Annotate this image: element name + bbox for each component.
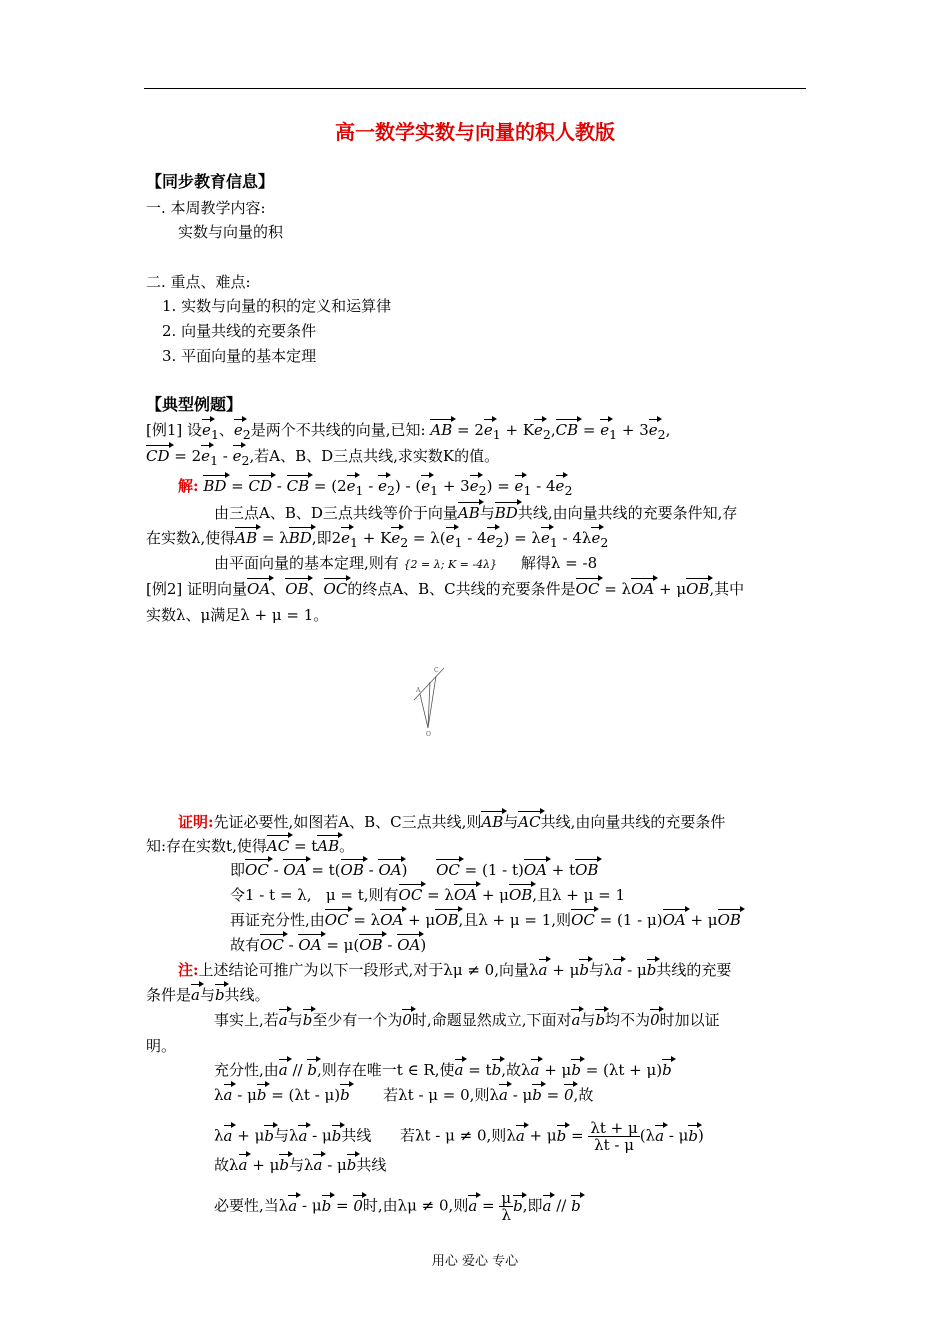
necessity-line1: 必要性,当λa - μb = 0时,由λμ ≠ 0,则a = $\frac{\mu}{\lambda}$ b,即a // b xyxy=(214,1189,581,1224)
svg-text:C: C xyxy=(434,667,439,674)
fact-line2: 明。 xyxy=(146,1037,177,1055)
proof-line6: 故有OC - OA = μ(OB - OA) xyxy=(230,936,427,954)
section-heading-sync: 【同步教育信息】 xyxy=(146,172,275,191)
sufficiency-line1: 充分性,由a // b,则存在唯一t ∈ R,使a = tb,故λa + μb = (λt + μ)b xyxy=(214,1061,672,1079)
example1-line1: [例1] 设$e_1$、$e_2$是两个不共线的向量,已知: AB = $2e_1 + Ke_2,CB = e_1 + 3e_2$, xyxy=(146,421,671,442)
svg-text:A: A xyxy=(416,687,421,694)
collinear-points-figure xyxy=(408,662,448,738)
point-1: 1. 实数与向量的积的定义和运算律 xyxy=(162,297,392,315)
page-title: 高一数学实数与向量的积人教版 xyxy=(335,120,615,144)
example2-line1: [例2] 证明向量OA、OB、OC的终点A、B、C共线的充要条件是OC = λOA + μOB,其中 xyxy=(146,580,745,598)
note-line1: 注:上述结论可推广为以下一段形式,对于λμ ≠ 0,向量λa + μb与λa - μb共线的充要 xyxy=(178,961,732,979)
point-2: 2. 向量共线的充要条件 xyxy=(162,322,317,340)
solution1-line1: 解: BD = CD - CB = $(2e_1 - e_2) - (e_1 + 3e_2) = e_1 - 4e_2$ xyxy=(178,477,573,498)
example2-line2: 实数λ、μ满足λ + μ = 1。 xyxy=(146,606,329,624)
point-3: 3. 平面向量的基本定理 xyxy=(162,347,317,365)
section-heading-examples: 【典型例题】 xyxy=(146,395,243,414)
proof-line2: 知:存在实数t,使得AC = tAB。 xyxy=(146,837,355,855)
item1-content: 实数与向量的积 xyxy=(178,223,284,241)
sufficiency-line2: λa - μb = (λt - μ)b 若λt - μ = 0,则λa - μb = 0,故 xyxy=(214,1086,594,1104)
solution1-line3: 在实数λ,使得AB = λBD,即$2e_1 + Ke_2 = \lambda(e_1 - 4e_2) = \lambda e_1 - 4\lambda e_2$ xyxy=(146,529,609,550)
solution1-line2: 由三点A、B、D三点共线等价于向量AB与BD共线,由向量共线的充要条件知,存 xyxy=(214,504,738,522)
item1-label: 一. 本周教学内容: xyxy=(146,199,266,217)
item2-label: 二. 重点、难点: xyxy=(146,273,251,291)
sufficiency-line3: λa + μb与λa - μb共线 若λt - μ ≠ 0,则λa + μb = $\frac{\lambda t + \mu}{\lambda t - \mu}$ (λa - μb) xyxy=(214,1119,704,1154)
svg-text:O: O xyxy=(426,731,431,738)
proof-line4: 令1 - t = λ, μ = t,则有OC = λOA + μOB,且λ + μ = 1 xyxy=(230,886,626,904)
proof-line5: 再证充分性,由OC = λOA + μOB,且λ + μ = 1,则OC = (1 - μ)OA + μOB xyxy=(230,911,741,929)
proof-line1: 证明:先证必要性,如图若A、B、C三点共线,则AB与AC共线,由向量共线的充要条件 xyxy=(178,813,726,831)
proof-line3: 即OC - OA = t(OB - OA) OC = (1 - t)OA + tOB xyxy=(230,861,599,879)
sufficiency-line4: 故λa + μb与λa - μb共线 xyxy=(214,1156,387,1174)
solution1-line4: 由平面向量的基本定理,则有 {2 = λ; K = -4λ} 解得λ = -8 xyxy=(214,554,598,572)
note-line2: 条件是a与b共线。 xyxy=(146,986,270,1004)
header-rule xyxy=(144,88,806,89)
example1-line2: CD = $2e_1 - e_2$,若A、B、D三点共线,求实数K的值。 xyxy=(146,447,500,468)
page-footer: 用心 爱心 专心 xyxy=(431,1254,519,1269)
fact-line1: 事实上,若a与b至少有一个为0时,命题显然成立,下面对a与b均不为0时加以证 xyxy=(214,1011,720,1029)
